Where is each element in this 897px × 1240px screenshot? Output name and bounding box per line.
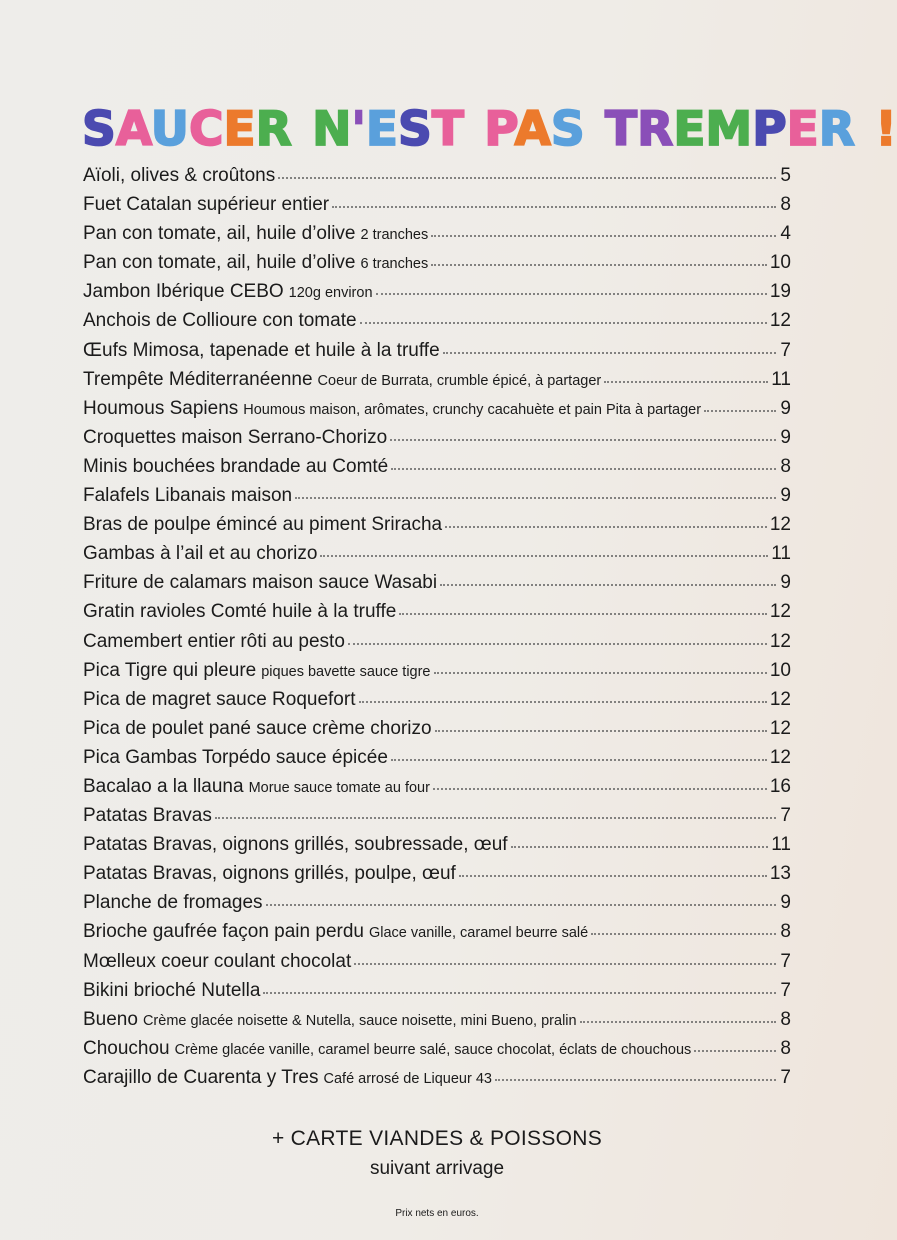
menu-item-description: Coeur de Burrata, crumble épicé, à partager	[317, 372, 602, 389]
menu-item	[83, 310, 791, 339]
menu-item-description: Crème glacée noisette & Nutella, sauce noisette, mini Bueno, pralin	[142, 1012, 577, 1029]
title-letter	[292, 102, 308, 157]
menu-item	[83, 543, 791, 572]
menu-item-price: 9	[780, 572, 791, 594]
menu-item-price: 16	[769, 775, 791, 797]
menu-item-description: 2 tranches	[360, 227, 429, 244]
menu-item	[83, 514, 791, 543]
title-letter: S	[82, 102, 116, 158]
menu-item-description: Café arrosé de Liqueur 43	[323, 1070, 492, 1087]
dot-leader	[435, 730, 767, 732]
menu-item-price: 19	[769, 281, 791, 303]
menu-item-name: Pan con tomate, ail, huile d’olive	[83, 223, 356, 245]
menu-item	[83, 427, 791, 456]
title-letter: A	[514, 102, 551, 158]
menu-item-price: 7	[780, 979, 791, 1001]
dot-leader	[354, 963, 776, 965]
title-letter: P	[752, 102, 787, 158]
menu-item-name: Anchois de Collioure con tomate	[83, 310, 357, 332]
extra-menu-title: + CARTE VIANDES & POISSONS	[271, 1127, 603, 1150]
menu-item-name: Bras de poulpe émincé au piment Sriracha	[83, 514, 443, 536]
title-letter	[464, 102, 480, 157]
menu-item-price: 11	[771, 368, 791, 390]
menu-item	[83, 921, 791, 950]
dot-leader	[433, 788, 767, 790]
title-letter: P	[484, 102, 515, 158]
menu-item-price: 7	[780, 950, 791, 972]
menu-item-price: 8	[780, 1037, 791, 1059]
menu-item-price: 11	[771, 834, 791, 856]
menu-item-name: Bikini brioché Nutella	[83, 979, 261, 1001]
dot-leader	[591, 933, 776, 935]
menu-item-name: Trempête Méditerranéenne	[83, 368, 313, 390]
menu-item-price: 13	[769, 863, 791, 885]
title-letter: E	[223, 102, 256, 158]
menu-item-name: Minis bouchées brandade au Comté	[83, 455, 389, 477]
menu-item	[83, 805, 791, 834]
menu-item	[83, 398, 791, 427]
dot-leader	[320, 555, 768, 557]
dot-leader	[391, 468, 776, 470]
menu-item-price: 12	[769, 514, 791, 536]
menu-item-price: 10	[769, 252, 791, 274]
dot-leader	[431, 235, 776, 237]
menu-item-price: 9	[780, 426, 791, 448]
title-letter: A	[115, 102, 151, 158]
title-letter: R	[818, 102, 855, 158]
menu-list	[83, 165, 791, 1096]
menu-item	[83, 951, 791, 980]
menu-item-name: Gratin ravioles Comté huile à la truffe	[83, 601, 397, 623]
title-letter: !	[875, 102, 897, 158]
menu-item	[83, 369, 791, 398]
menu-item-name: Falafels Libanais maison	[83, 485, 293, 507]
menu-item	[83, 340, 791, 369]
menu-item	[83, 281, 791, 310]
menu-item-name: Mœlleux coeur coulant chocolat	[83, 950, 352, 972]
menu-item-name: Fuet Catalan supérieur entier	[83, 194, 330, 216]
menu-item	[83, 194, 791, 223]
menu-item-name: Chouchou	[83, 1037, 170, 1059]
dot-leader	[431, 264, 767, 266]
menu-item	[83, 1038, 791, 1067]
menu-item-name: Patatas Bravas	[83, 805, 212, 827]
menu-item-name: Pica Gambas Torpédo sauce épicée	[83, 746, 388, 768]
menu-item-price: 8	[780, 1008, 791, 1030]
menu-item	[83, 165, 791, 194]
menu-item	[83, 834, 791, 863]
menu-item	[83, 718, 791, 747]
dot-leader	[332, 206, 776, 208]
menu-title	[82, 99, 897, 161]
menu-item-description: Glace vanille, caramel beurre salé	[368, 925, 589, 942]
menu-item-name: Jambon Ibérique CEBO	[83, 281, 284, 303]
dot-leader	[399, 613, 767, 615]
menu-item-name: Pica de magret sauce Roquefort	[83, 688, 356, 710]
title-letter: C	[188, 102, 224, 158]
menu-item-price: 12	[769, 601, 791, 623]
menu-item-price: 7	[780, 1066, 791, 1088]
title-letter: E	[673, 102, 706, 158]
dot-leader	[390, 439, 776, 441]
dot-leader	[376, 293, 767, 295]
menu-item-price: 9	[780, 892, 791, 914]
menu-item	[83, 689, 791, 718]
menu-item-price: 12	[769, 746, 791, 768]
dot-leader	[359, 701, 767, 703]
menu-item-description: Houmous maison, arômates, crunchy cacahuète et pain Pita à partager	[243, 401, 702, 418]
menu-item	[83, 863, 791, 892]
menu-item-name: Aïoli, olives & croûtons	[83, 165, 276, 186]
menu-item	[83, 601, 791, 630]
dot-leader	[295, 497, 776, 499]
dot-leader	[495, 1079, 776, 1081]
menu-item-price: 8	[780, 194, 791, 216]
dot-leader	[348, 643, 767, 645]
menu-item-price: 5	[780, 165, 791, 186]
menu-item-name: Gambas à l’ail et au chorizo	[83, 543, 318, 565]
menu-item-name: Œufs Mimosa, tapenade et huile à la truffe	[83, 339, 440, 361]
menu-item	[83, 252, 791, 281]
dot-leader	[360, 322, 767, 324]
dot-leader	[215, 817, 776, 819]
menu-item-name: Carajillo de Cuarenta y Tres	[83, 1066, 319, 1088]
menu-item-name: Houmous Sapiens	[83, 397, 239, 419]
menu-item-price: 12	[769, 688, 791, 710]
menu-item-name: Pica de poulet pané sauce crème chorizo	[83, 717, 432, 739]
menu-item	[83, 1067, 791, 1096]
menu-item	[83, 631, 791, 660]
dot-leader	[266, 904, 776, 906]
dot-leader	[445, 526, 767, 528]
menu-item-price: 4	[780, 223, 791, 245]
menu-item-price: 12	[769, 717, 791, 739]
title-letter: M	[705, 102, 753, 158]
menu-item	[83, 747, 791, 776]
menu-item-price: 8	[780, 455, 791, 477]
menu-item	[83, 776, 791, 805]
menu-item-name: Camembert entier rôti au pesto	[83, 630, 345, 652]
menu-item-price: 8	[780, 921, 791, 943]
dot-leader	[278, 177, 776, 179]
dot-leader	[443, 352, 776, 354]
title-letter: E	[365, 102, 398, 158]
dot-leader	[704, 410, 776, 412]
menu-item-name: Croquettes maison Serrano-Chorizo	[83, 426, 388, 448]
menu-item-description: piques bavette sauce tigre	[261, 663, 431, 680]
title-letter: T	[431, 102, 464, 158]
menu-item	[83, 892, 791, 921]
menu-item-name: Bueno	[83, 1008, 138, 1030]
title-letter: N	[312, 102, 352, 158]
menu-item-name: Planche de fromages	[83, 892, 263, 914]
dot-leader	[604, 381, 768, 383]
menu-item	[83, 660, 791, 689]
dot-leader	[580, 1021, 776, 1023]
menu-item-name: Pica Tigre qui pleure	[83, 659, 257, 681]
menu-item-description: Crème glacée vanille, caramel beurre salé, sauce chocolat, éclats de chouchous	[174, 1041, 692, 1058]
menu-item-price: 9	[780, 485, 791, 507]
title-letter: E	[786, 102, 819, 158]
price-footnote: Prix nets en euros.	[395, 1208, 479, 1219]
menu-item	[83, 456, 791, 485]
title-letter: S	[550, 102, 585, 158]
dot-leader	[694, 1050, 776, 1052]
menu-item	[83, 572, 791, 601]
menu-item-description: 6 tranches	[360, 256, 429, 273]
title-letter: R	[637, 102, 674, 158]
title-letter: T	[605, 102, 638, 158]
dot-leader	[459, 875, 767, 877]
menu-item	[83, 485, 791, 514]
menu-item-price: 10	[769, 659, 791, 681]
menu-item-price: 9	[780, 397, 791, 419]
menu-item-price: 11	[771, 543, 791, 565]
menu-item-price: 7	[780, 339, 791, 361]
dot-leader	[434, 672, 767, 674]
menu-item	[83, 1009, 791, 1038]
menu-item-price: 12	[769, 310, 791, 332]
title-letter: S	[398, 102, 432, 158]
dot-leader	[511, 846, 769, 848]
title-letter: R	[255, 102, 292, 158]
title-letter: '	[351, 102, 366, 158]
title-letter	[855, 102, 871, 157]
dot-leader	[263, 992, 776, 994]
title-letter	[585, 102, 601, 157]
menu-item-description: 120g environ	[288, 285, 373, 302]
dot-leader	[391, 759, 767, 761]
menu-item	[83, 980, 791, 1009]
extra-menu-subtitle: suivant arrivage	[369, 1158, 505, 1179]
dot-leader	[440, 584, 776, 586]
menu-item-name: Friture de calamars maison sauce Wasabi	[83, 572, 438, 594]
title-letter: U	[150, 102, 189, 158]
menu-item-name: Bacalao a la llauna	[83, 775, 244, 797]
menu-item-name: Pan con tomate, ail, huile d’olive	[83, 252, 356, 274]
menu-item-price: 12	[769, 630, 791, 652]
menu-item	[83, 223, 791, 252]
menu-item-name: Patatas Bravas, oignons grillés, soubressade, œuf	[83, 834, 508, 856]
menu-item-price: 7	[780, 805, 791, 827]
menu-item-description: Morue sauce tomate au four	[248, 779, 430, 796]
menu-item-name: Patatas Bravas, oignons grillés, poulpe, œuf	[83, 863, 456, 885]
menu-item-name: Brioche gaufrée façon pain perdu	[83, 921, 364, 943]
